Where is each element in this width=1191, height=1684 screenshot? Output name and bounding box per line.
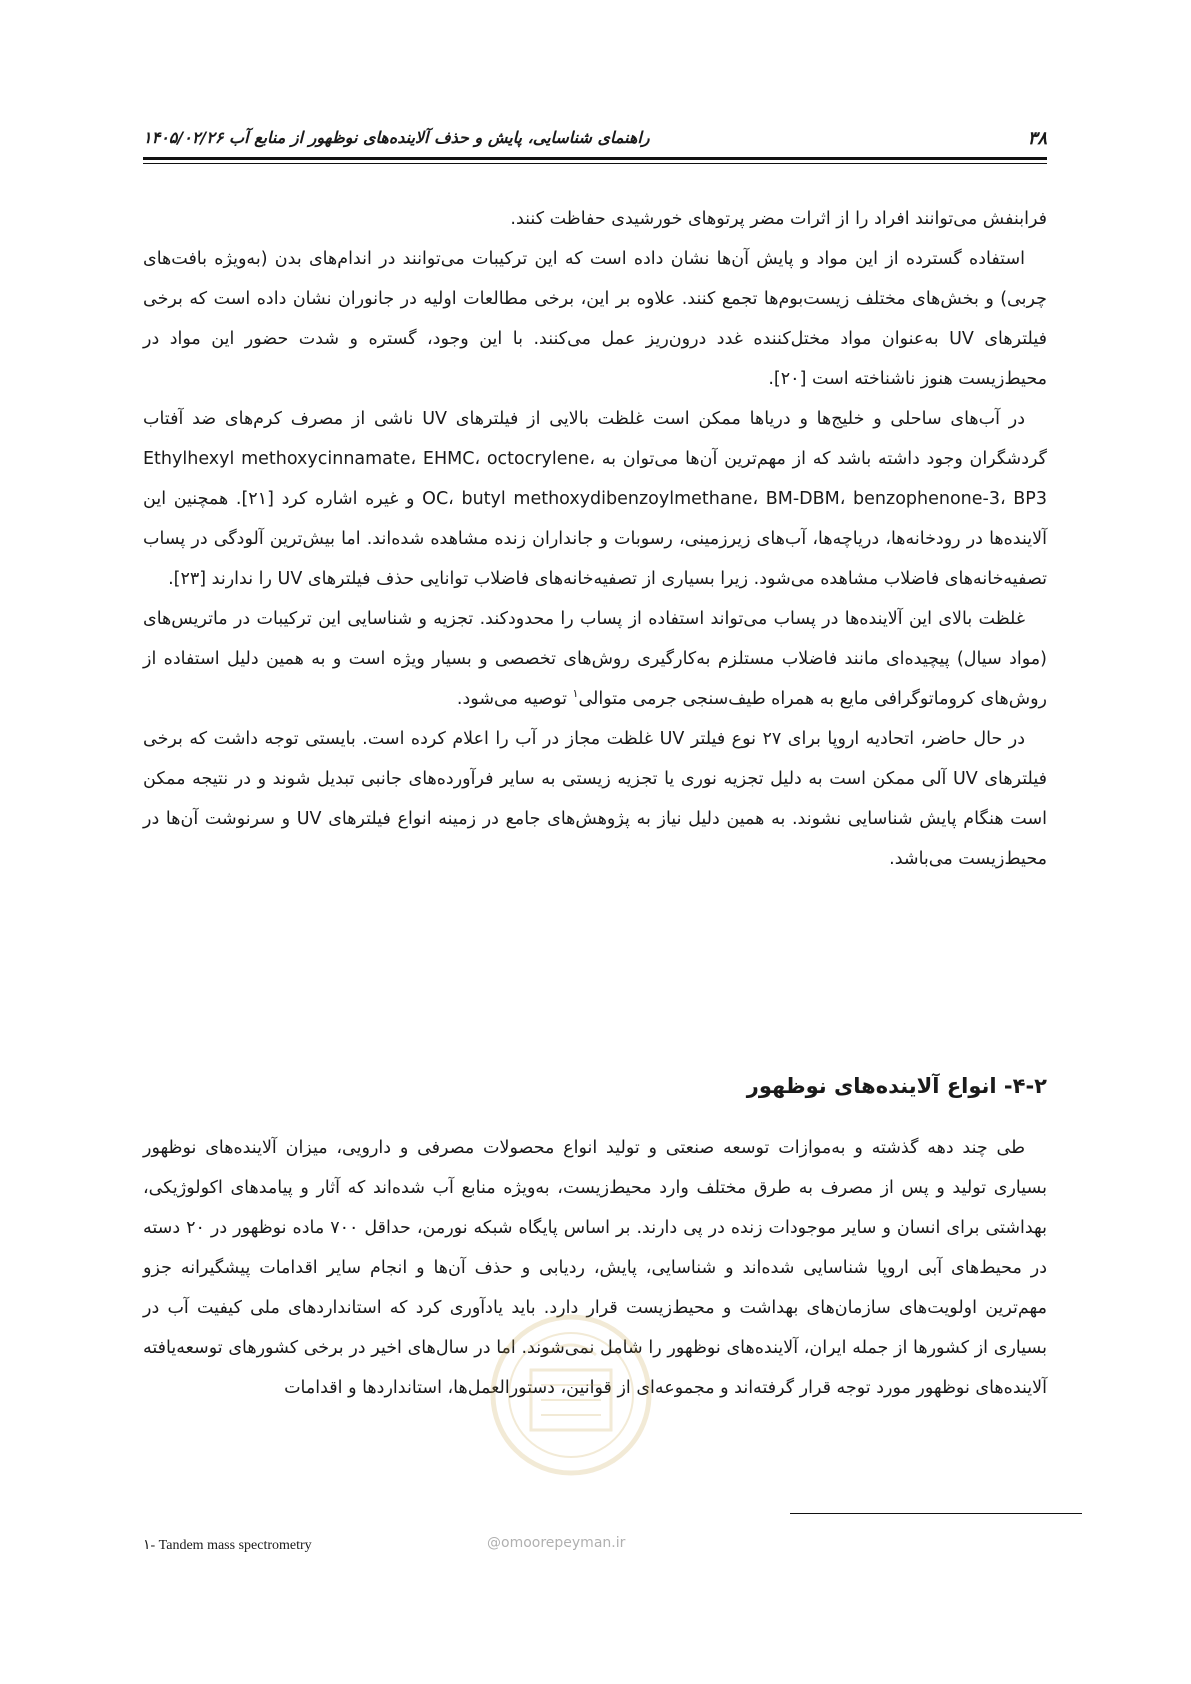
page-number: ۳۸ bbox=[1027, 128, 1047, 149]
paragraph: فرابنفش می‌توانند افراد را از اثرات مضر پرتوهای خورشیدی حفاظت کنند. bbox=[510, 209, 1047, 229]
paragraph: در حال حاضر، اتحادیه اروپا برای ۲۷ نوع فیلتر UV غلظت مجاز در آب را اعلام کرده است. بایستی توجه داشت که برخی فیلترهای UV آلی ممکن است به دلیل تجزیه نوری یا تجزیه زیستی به سایر فرآورده‌های جانبی تبدیل شوند و در نتیجه ممکن است هنگام پایش شناسایی نشوند. به همین دلیل نیاز به پژوهش‌های جامع در زمینه انواع فیلترهای UV و سرنوشت آن‌ها در محیط‌زیست می‌باشد. bbox=[143, 729, 1047, 869]
body-text-top bbox=[143, 199, 1047, 879]
header-title: راهنمای شناسایی، پایش و حذف آلاینده‌های نوظهور از منابع آب ۱۴۰۵/۰۲/۲۶ bbox=[143, 128, 650, 147]
paragraph: طی چند دهه گذشته و به‌موازات توسعه صنعتی و تولید انواع محصولات مصرفی و دارویی، میزان آلاینده‌های نوظهور بسیاری تولید و پس از مصرف به طرق مختلف وارد محیط‌زیست، به‌ویژه منابع آب شده‌اند که آثار و پیامدهای اکولوژیکی، بهداشتی برای انسان و سایر موجودات زنده در پی دارند. بر اساس پایگاه شبکه نورمن، حداقل ۷۰۰ ماده نوظهور در ۲۰ دسته در محیط‌های آبی اروپا شناسایی شده‌اند و شناسایی، پایش، ردیابی و حذف آن‌ها و انجام سایر اقدامات پیشگیرانه جزو مهم‌ترین اولویت‌های سازمان‌های بهداشت و محیط‌زیست قرار دارد. باید یادآوری کرد که استانداردهای ملی کیفیت آب در بسیاری از کشورها از جمله ایران، آلاینده‌های نوظهور را شامل نمی‌شوند. اما در سال‌های اخیر در برخی کشورهای توسعه‌یافته آلاینده‌های نوظهور مورد توجه قرار گرفته‌اند و مجموعه‌ای از قوانین، دستورالعمل‌ها، استانداردها و اقدامات bbox=[143, 1138, 1047, 1398]
seal-logo-icon bbox=[486, 1300, 656, 1520]
footnote-rule bbox=[790, 1513, 1082, 1514]
paragraph: استفاده گسترده از این مواد و پایش آن‌ها نشان داده است که این ترکیبات می‌توانند در اندام‌های بدن (به‌ویژه بافت‌های چربی) و بخش‌های مختلف زیست‌بوم‌ها تجمع کنند. علاوه بر این، برخی مطالعات اولیه در جانوران نشان داده است که برخی فیلترهای UV به‌عنوان مواد مختل‌کننده غدد درون‌ریز عمل می‌کنند. با این وجود، گستره و شدت حضور این مواد در محیط‌زیست هنوز ناشناخته است [۲۰]. bbox=[143, 249, 1047, 389]
paragraph bbox=[143, 599, 1047, 719]
footnote-reference: ۱ bbox=[572, 687, 579, 701]
header-rule-thin bbox=[143, 163, 1047, 164]
paragraph-text: توصیه می‌شود. bbox=[456, 689, 573, 709]
watermark-text: @omoorepeyman.ir bbox=[487, 1535, 626, 1551]
header-rule-thick bbox=[143, 157, 1047, 160]
paragraph-text: غلظت بالای این آلاینده‌ها در پساب می‌تواند استفاده از پساب را محدودکند. تجزیه و شناسایی این ترکیبات در ماتریس‌های (مواد سیال) پیچیده‌ای مانند فاضلاب مستلزم به‌کارگیری روش‌های تخصصی و بسیار ویژه است و به همین دلیل استفاده از روش‌های کروماتوگرافی مایع به همراه طیف‌سنجی جرمی متوالی bbox=[143, 609, 1047, 709]
section-heading: ۴-۲- انواع آلاینده‌های نوظهور bbox=[746, 1074, 1047, 1098]
running-header bbox=[143, 128, 1047, 152]
footnote: ۱- Tandem mass spectrometry bbox=[143, 1538, 312, 1553]
paragraph: در آب‌های ساحلی و خلیج‌ها و دریاها ممکن است غلظت بالایی از فیلترهای UV ناشی از مصرف کرم‌های ضد آفتاب گردشگران وجود داشته باشد که از مهم‌ترین آن‌ها می‌توان به Ethylhexyl methoxycinnamate، EHMC، octocrylene، OC، butyl methoxydibenzoylmethane، BM-DBM، benzophenone-3، BP3 و غیره اشاره کرد [۲۱]. همچنین این آلاینده‌ها در رودخانه‌ها، دریاچه‌ها، آب‌های زیرزمینی، رسوبات و جانداران زنده مشاهده شده‌اند. اما بیش‌ترین آلودگی در پساب تصفیه‌خانه‌های فاضلاب مشاهده می‌شود. زیرا بسیاری از تصفیه‌خانه‌های فاضلاب توانایی حذف فیلترهای UV را ندارند [۲۳]. bbox=[143, 409, 1047, 589]
